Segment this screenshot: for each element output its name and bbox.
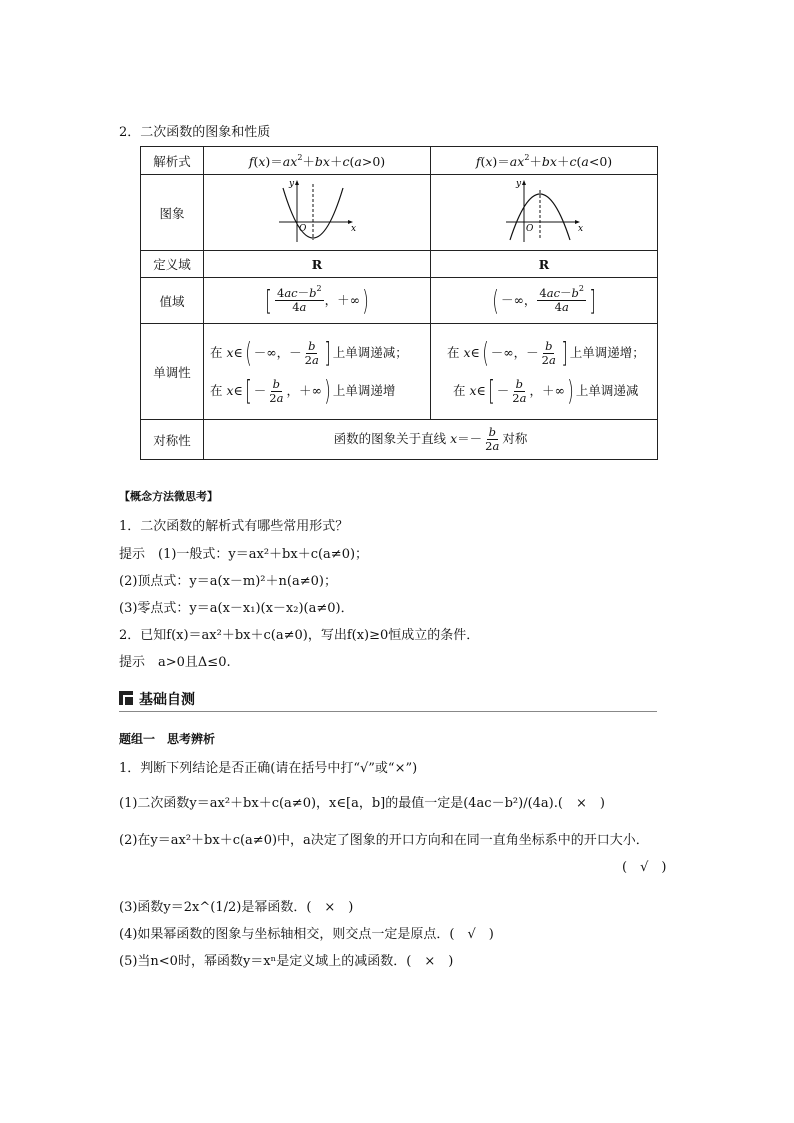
range-label: 值域: [141, 278, 204, 324]
monotonicity-a-positive: [204, 324, 431, 420]
graph-label: 图象: [141, 175, 204, 251]
header-a-positive: $f(x)=ax^2+bx+c(a>0)$: [204, 147, 431, 175]
judge-item-5: (5)当n<0时，幂函数y＝xⁿ是定义域上的减函数．( × ): [119, 954, 454, 969]
symmetry-text: 函数的图象关于直线 x＝－ $\frac{b}{2a}$ 对称: [204, 420, 658, 460]
judge-item-3: (3)函数y＝2x^(1/2)是幂函数．( × ): [119, 900, 354, 915]
monotonicity-a-negative: [431, 324, 658, 420]
table-row: [141, 278, 658, 324]
range-a-negative: ( －∞， $\frac{4ac-b^2}{4a}$ ]: [431, 278, 658, 324]
symmetry-label: 对称性: [141, 420, 204, 460]
judge-item-1: (1)二次函数y＝ax²＋bx＋c(a≠0)，x∈[a，b]的最值一定是(4ac－b²)/(4a).( × ): [119, 796, 605, 811]
judge-item-2-answer: ( √ ): [622, 860, 667, 875]
concept-question-1: 1．二次函数的解析式有哪些常用形式？: [119, 519, 349, 534]
table-row: [141, 324, 658, 420]
downward-parabola-graph: [502, 178, 586, 244]
table-row: [141, 420, 658, 460]
graph-a-negative: [431, 175, 658, 251]
quadratic-properties-table: [140, 146, 658, 460]
header-label: 解析式: [141, 147, 204, 175]
domain-a-positive: R: [204, 251, 431, 278]
question-group-title: 题组一 思考辨析: [119, 732, 216, 746]
heading-square-icon-core: [125, 697, 133, 705]
header-a-negative: $f(x)=ax^2+bx+c(a<0)$: [431, 147, 658, 175]
domain-label: 定义域: [141, 251, 204, 278]
concept-answer-1-vertex: (2)顶点式：y＝a(x－m)²＋n(a≠0)；: [119, 574, 337, 589]
y-axis-label: y: [516, 179, 522, 189]
mono-line: 在 x∈[ － $\frac{b}{2a}$ ，＋∞) 上单调递增: [210, 374, 396, 407]
judge-item-2: (2)在y＝ax²＋bx＋c(a≠0)中，a决定了图象的开口方向和在同一直角坐标系中的开口大小．: [119, 833, 649, 848]
table-row: [141, 175, 658, 251]
x-axis-label: x: [578, 224, 584, 234]
origin-label: O: [299, 224, 307, 234]
table-row: [141, 147, 658, 175]
x-axis-label: x: [351, 224, 357, 234]
concept-answer-1-general: 提示 (1)一般式：y＝ax²＋bx＋c(a≠0)；: [119, 547, 369, 562]
origin-label: O: [526, 224, 534, 234]
judge-item-4: (4)如果幂函数的图象与坐标轴相交，则交点一定是原点．( √ ): [119, 927, 494, 942]
upward-parabola-graph: [275, 178, 359, 244]
domain-a-negative: R: [431, 251, 658, 278]
graph-a-positive: [204, 175, 431, 251]
heading-divider: [119, 711, 657, 712]
basic-test-heading: [119, 689, 211, 709]
y-axis-label: y: [289, 179, 295, 189]
section-title: 2．二次函数的图象和性质: [119, 125, 271, 140]
basic-test-heading-text: 基础自测: [139, 692, 195, 708]
concept-question-2: 2．已知f(x)＝ax²＋bx＋c(a≠0)，写出f(x)≥0恒成立的条件．: [119, 628, 480, 643]
mono-line: 在 x∈[ － $\frac{b}{2a}$ ，＋∞) 上单调递减: [453, 374, 639, 407]
judge-question: 1．判断下列结论是否正确(请在括号中打“√”或“×”): [119, 761, 418, 776]
concept-answer-2: 提示 a>0且Δ≤0.: [119, 655, 231, 670]
concept-answer-1-zero: (3)零点式：y＝a(x－x₁)(x－x₂)(a≠0)．: [119, 601, 354, 616]
concept-title: 【概念方法微思考】: [119, 490, 218, 503]
mono-line: 在 x∈( －∞，－ $\frac{b}{2a}$ ] 上单调递减；: [210, 336, 408, 369]
table-row: [141, 251, 658, 278]
range-a-positive: [ $\frac{4ac-b^2}{4a}$ ，＋∞): [204, 278, 431, 324]
mono-line: 在 x∈( －∞，－ $\frac{b}{2a}$ ] 上单调递增；: [447, 336, 645, 369]
monotonicity-label: 单调性: [141, 324, 204, 420]
